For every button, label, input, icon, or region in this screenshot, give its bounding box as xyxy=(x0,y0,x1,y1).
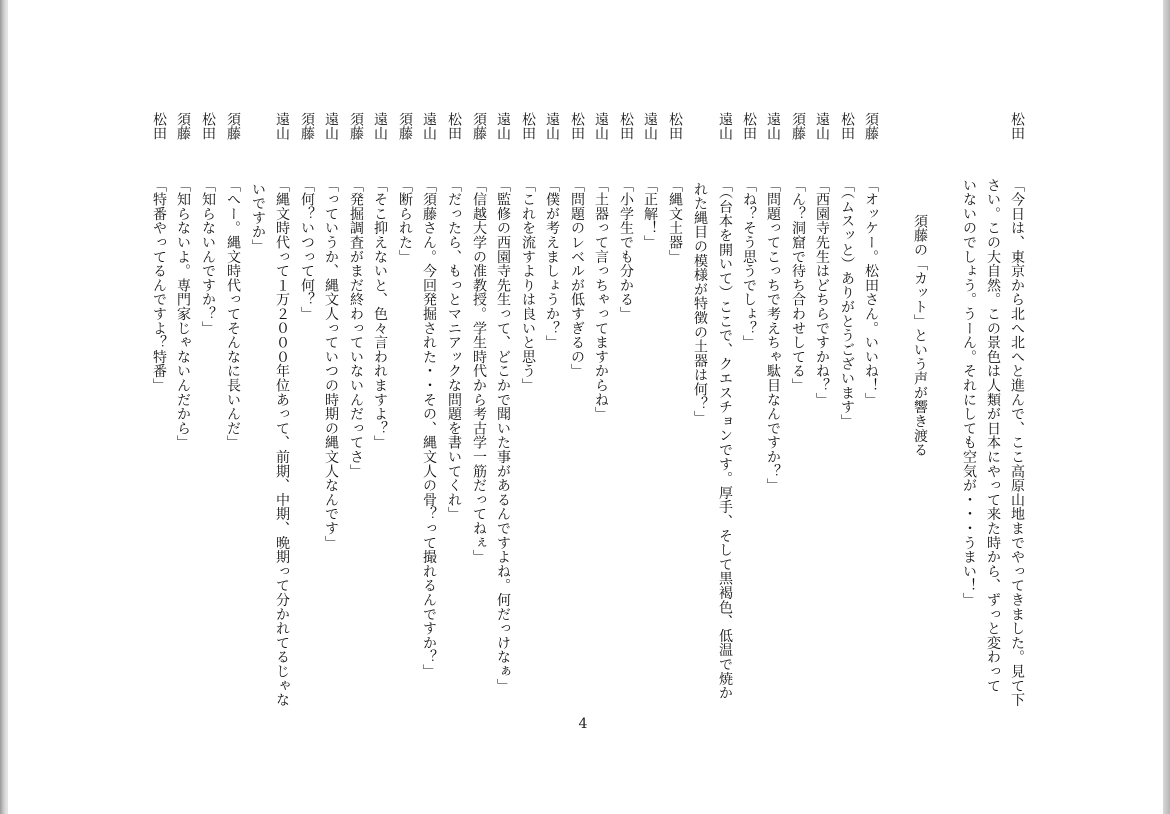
script-column xyxy=(491,112,515,732)
speaker-name: 松田 xyxy=(446,112,462,141)
script-column xyxy=(393,112,417,732)
speaker-name: 須藤 xyxy=(471,112,487,141)
speaker-name: 須藤 xyxy=(863,112,879,141)
speaker-name: 遠山 xyxy=(421,112,437,141)
speaker-name: 須藤 xyxy=(348,112,364,141)
script-column xyxy=(442,112,466,732)
speaker-name: 須藤 xyxy=(175,112,191,141)
script-column xyxy=(246,112,270,732)
script-column xyxy=(957,112,981,732)
dialogue-line: 「だったら、もっとマニアックな問題を書いてくれ」 xyxy=(446,178,462,522)
dialogue-line: 「西園寺先生はどちらですかね？」 xyxy=(814,178,830,407)
dialogue-line: 「特番やってるんですよ？特番」 xyxy=(151,178,167,393)
dialogue-line: いないのでしょう。うーん。それにしても空気が・・・うまい！」 xyxy=(961,178,977,607)
script-column xyxy=(368,112,392,732)
speaker-name: 松田 xyxy=(618,112,634,141)
script-column xyxy=(859,112,883,732)
speaker-name: 遠山 xyxy=(593,112,609,141)
document-page xyxy=(8,0,1163,814)
speaker-name: 松田 xyxy=(667,112,683,141)
dialogue-line: いですか」 xyxy=(250,182,266,254)
speaker-name: 遠山 xyxy=(274,112,290,141)
speaker-name: 松田 xyxy=(151,112,167,141)
script-column xyxy=(516,112,540,732)
speaker-name: 遠山 xyxy=(765,112,781,141)
speaker-name: 松田 xyxy=(741,112,757,141)
dialogue-line: 「発掘調査がまだ終わっていないんだってさ」 xyxy=(348,178,364,479)
script-column xyxy=(295,112,319,732)
script-column xyxy=(638,112,662,732)
script-column xyxy=(688,112,712,732)
script-column xyxy=(908,112,932,732)
speaker-name: 遠山 xyxy=(495,112,511,141)
dialogue-line: 「へー。縄文時代ってそんなに長いんだ」 xyxy=(225,178,241,450)
dialogue-line: 「知らないよ。専門家じゃないんだから」 xyxy=(175,178,191,450)
script-column xyxy=(344,112,368,732)
speaker-name: 遠山 xyxy=(814,112,830,141)
speaker-name: 須藤 xyxy=(790,112,806,141)
dialogue-line: 「正解！」 xyxy=(642,178,658,250)
dialogue-line: 「知らないんですか？」 xyxy=(200,178,216,336)
speaker-name: 松田 xyxy=(839,112,855,141)
dialogue-line: 「縄文土器」 xyxy=(667,178,683,264)
dialogue-line: 「ん？洞窟で待ち合わせしてる」 xyxy=(790,178,806,393)
dialogue-line: れた縄目の模様が特徴の土器は何？」 xyxy=(692,182,708,426)
dialogue-line: 「断られた」 xyxy=(397,178,413,264)
script-column xyxy=(171,112,195,732)
script-column xyxy=(147,112,171,732)
script-column xyxy=(761,112,785,732)
speaker-name: 遠山 xyxy=(717,112,733,141)
dialogue-line: 「監修の西園寺先生って、どこかで聞いた事があるんですよね。何だっけなぁ」 xyxy=(495,178,511,693)
dialogue-line: 「何？いつって何？」 xyxy=(299,178,315,321)
speaker-name: 松田 xyxy=(1009,112,1025,141)
speaker-name: 遠山 xyxy=(372,112,388,141)
script-column xyxy=(270,112,294,732)
script-column xyxy=(467,112,491,732)
speaker-name: 松田 xyxy=(520,112,536,141)
script-column xyxy=(981,112,1005,732)
script-column xyxy=(540,112,564,732)
dialogue-line: さい。この大自然。この景色は人類が日本にやって来た時から、ずっと変わって xyxy=(985,178,1001,693)
dialogue-line: 「オッケー。松田さん。いいね！」 xyxy=(863,178,879,407)
dialogue-line: 「問題のレベルが低すぎるの」 xyxy=(569,178,585,379)
dialogue-line: 「縄文時代って１万２０００年位あって、前期、中期、晩期って分かれてるじゃな xyxy=(274,178,290,708)
script-column xyxy=(319,112,343,732)
script-column xyxy=(417,112,441,732)
page-number: 4 xyxy=(578,716,588,732)
dialogue-line: 「（台本を開いて）ここで、クエスチョンです。厚手、そして黒褐色、低温で焼か xyxy=(717,178,733,701)
script-column xyxy=(589,112,613,732)
speaker-name: 須藤 xyxy=(397,112,413,141)
script-column xyxy=(565,112,589,732)
dialogue-line: 「信越大学の准教授。学生時代から考古学一筋だってねぇ」 xyxy=(471,178,487,565)
speaker-name: 松田 xyxy=(200,112,216,141)
script-column xyxy=(786,112,810,732)
script-column xyxy=(221,112,245,732)
dialogue-line: 「これを流すよりは良いと思う」 xyxy=(520,178,536,393)
dialogue-line: 「今日は、東京から北へ北へと進んで、ここ高原山地までやってきました。見て下 xyxy=(1009,178,1025,708)
script-column xyxy=(1005,112,1029,732)
speaker-name: 遠山 xyxy=(544,112,560,141)
dialogue-line: 「須藤さん。今回発掘された・・その、縄文人の骨？って撮れるんですか？」 xyxy=(421,178,437,679)
script-column xyxy=(196,112,220,732)
speaker-name: 遠山 xyxy=(642,112,658,141)
script-column xyxy=(663,112,687,732)
dialogue-line: 「小学生でも分かる」 xyxy=(618,178,634,321)
dialogue-line: 「ね？そう思うでしょ？」 xyxy=(741,178,757,350)
speaker-name: 須藤 xyxy=(225,112,241,141)
dialogue-line: 「僕が考えましょうか？」 xyxy=(544,178,560,350)
viewer-edge xyxy=(1163,0,1170,814)
dialogue-line: 「（ムスッと）ありがとうございます」 xyxy=(839,178,855,429)
dialogue-line: 「そこ抑えないと、色々言われますよ？」 xyxy=(372,178,388,450)
dialogue-line: 「問題ってこっちで考えちゃ駄目なんですか？」 xyxy=(765,178,781,493)
speaker-name: 須藤 xyxy=(299,112,315,141)
script-column xyxy=(835,112,859,732)
script-column xyxy=(810,112,834,732)
script-column xyxy=(737,112,761,732)
speaker-name: 松田 xyxy=(569,112,585,141)
speaker-name: 遠山 xyxy=(323,112,339,141)
script-column xyxy=(614,112,638,732)
script-column xyxy=(713,112,737,732)
dialogue-line: 「土器って言っちゃってますからね」 xyxy=(593,178,609,422)
dialogue-line: 「っていうか、縄文人っていつの時期の縄文人なんです」 xyxy=(323,178,339,550)
stage-direction: 須藤の「カット」という声が響き渡る xyxy=(912,214,928,458)
